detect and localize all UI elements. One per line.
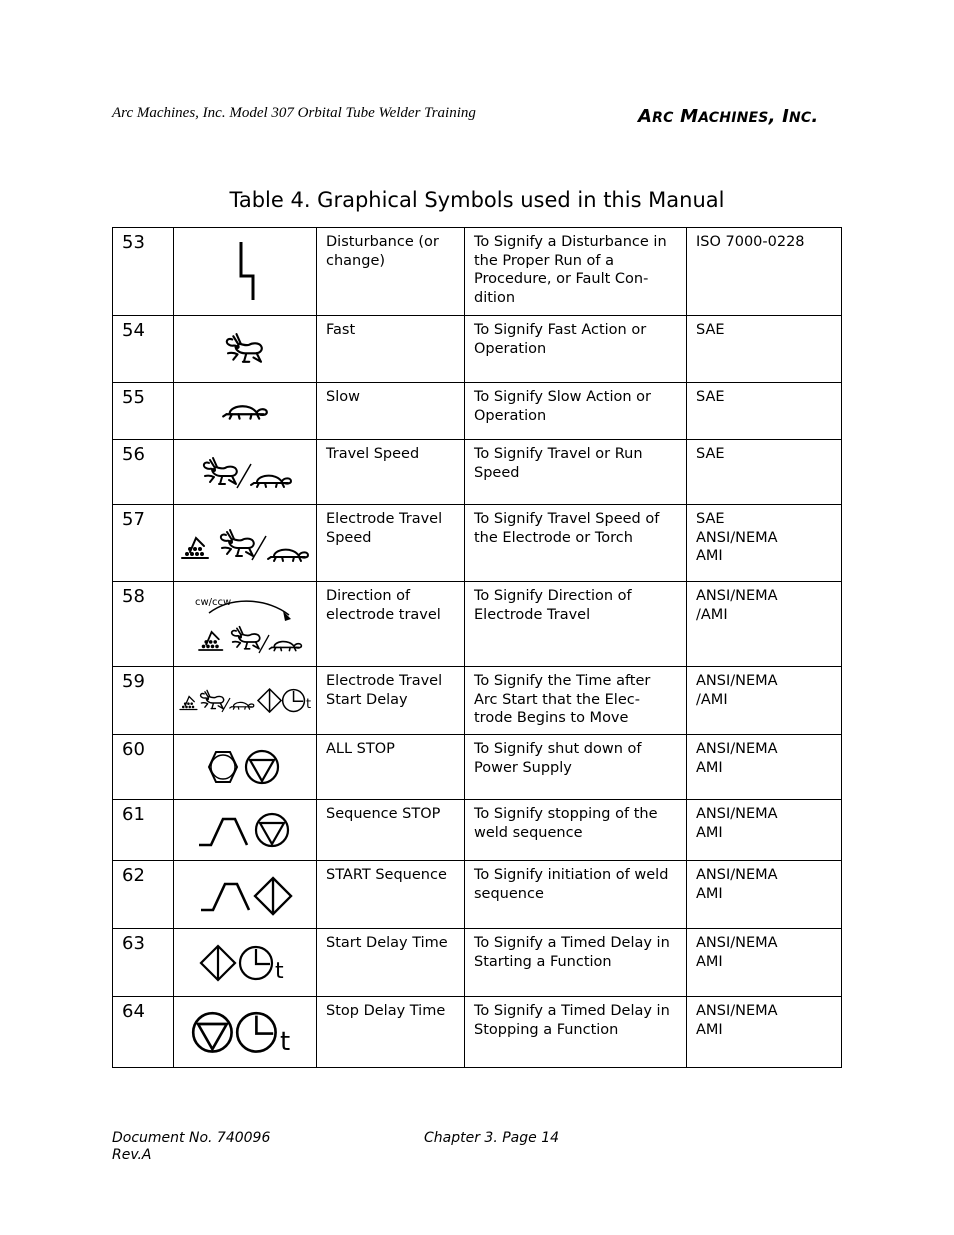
symbol-cell [174, 800, 317, 861]
symbol-name: ALL STOP [317, 735, 465, 800]
symbol-name: Direction of electrode travel [317, 582, 465, 667]
symbol-standard: SAE [687, 383, 842, 440]
symbol-meaning: To Signify stopping of the weld sequence [465, 800, 687, 861]
symbol-cell [174, 582, 317, 667]
revision-text: Rev.A [112, 1147, 152, 1163]
symbol-name: Disturbance (or change) [317, 228, 465, 316]
symbol-meaning: To Signify Direction of Electrode Travel [465, 582, 687, 667]
symbol-standard: SAE [687, 316, 842, 383]
row-number: 58 [113, 582, 174, 667]
symbol-cell [174, 440, 317, 505]
symbol-standard: SAE [687, 440, 842, 505]
symbols-table [112, 227, 842, 1068]
sequence-stop-icon [174, 811, 316, 849]
symbol-label: cw/ccw [195, 597, 232, 608]
symbol-label: t [306, 696, 312, 712]
company-logo: ARC MACHINES, INC. [638, 106, 819, 127]
table-row [113, 228, 842, 316]
row-number: 62 [113, 861, 174, 929]
table-row [113, 997, 842, 1068]
row-number: 63 [113, 929, 174, 997]
table-row [113, 383, 842, 440]
symbol-meaning: To Signify a Timed Delay in Stopping a Function [465, 997, 687, 1068]
symbol-name: Electrode Travel Speed [317, 505, 465, 582]
electrode-start-delay-icon [174, 684, 316, 718]
all-stop-icon [174, 747, 316, 787]
row-number: 57 [113, 505, 174, 582]
symbol-label: t [280, 1027, 291, 1056]
table-row [113, 316, 842, 383]
symbol-cell [174, 505, 317, 582]
symbol-cell [174, 929, 317, 997]
disturbance-icon [174, 240, 316, 304]
symbol-meaning: To Signify Slow Action or Operation [465, 383, 687, 440]
symbol-meaning: To Signify shut down of Power Supply [465, 735, 687, 800]
symbol-cell [174, 228, 317, 316]
row-number: 55 [113, 383, 174, 440]
symbol-name: Stop Delay Time [317, 997, 465, 1068]
symbol-cell [174, 735, 317, 800]
table-row [113, 440, 842, 505]
symbol-cell [174, 861, 317, 929]
symbol-cell [174, 997, 317, 1068]
symbol-label: t [275, 958, 284, 984]
symbol-cell [174, 383, 317, 440]
symbol-standard: SAE ANSI/NEMA AMI [687, 505, 842, 582]
symbol-cell [174, 316, 317, 383]
page-number: Chapter 3. Page 14 [424, 1130, 560, 1146]
rabbit-icon [174, 332, 316, 366]
row-number: 59 [113, 667, 174, 735]
row-number: 53 [113, 228, 174, 316]
row-number: 56 [113, 440, 174, 505]
start-sequence-icon [174, 874, 316, 916]
symbol-name: Travel Speed [317, 440, 465, 505]
table-title: Table 4. Graphical Symbols used in this Manual [229, 188, 725, 212]
table-row [113, 800, 842, 861]
symbol-standard: ANSI/NEMA /AMI [687, 582, 842, 667]
electrode-travel-speed-icon [174, 522, 316, 564]
symbol-standard: ISO 7000-0228 [687, 228, 842, 316]
document-number-text: Document No. 740096 [112, 1130, 271, 1146]
symbol-meaning: To Signify the Time after Arc Start that the Elec-trode Begins to Move [465, 667, 687, 735]
start-delay-time-icon [174, 942, 316, 984]
symbol-standard: ANSI/NEMA /AMI [687, 667, 842, 735]
table-row [113, 929, 842, 997]
table-row [113, 582, 842, 667]
symbol-name: Sequence STOP [317, 800, 465, 861]
table-row [113, 861, 842, 929]
symbol-meaning: To Signify Travel or Run Speed [465, 440, 687, 505]
turtle-icon [174, 400, 316, 422]
row-number: 61 [113, 800, 174, 861]
symbol-standard: ANSI/NEMA AMI [687, 735, 842, 800]
symbol-name: Slow [317, 383, 465, 440]
symbol-standard: ANSI/NEMA AMI [687, 997, 842, 1068]
symbol-meaning: To Signify a Timed Delay in Starting a Function [465, 929, 687, 997]
symbol-cell [174, 667, 317, 735]
rabbit-turtle-icon [174, 452, 316, 492]
symbol-name: Electrode Travel Start Delay [317, 667, 465, 735]
table-row [113, 667, 842, 735]
table-row [113, 505, 842, 582]
electrode-direction-icon [174, 591, 316, 657]
row-number: 60 [113, 735, 174, 800]
header-title: Arc Machines, Inc. Model 307 Orbital Tube Welder Training [112, 105, 476, 121]
symbol-standard: ANSI/NEMA AMI [687, 800, 842, 861]
symbol-standard: ANSI/NEMA AMI [687, 861, 842, 929]
row-number: 54 [113, 316, 174, 383]
symbol-meaning: To Signify a Disturbance in the Proper Run of a Procedure, or Fault Con-dition [465, 228, 687, 316]
row-number: 64 [113, 997, 174, 1068]
symbol-name: START Sequence [317, 861, 465, 929]
document-number [112, 1130, 270, 1164]
table-row [113, 735, 842, 800]
symbol-meaning: To Signify Travel Speed of the Electrode or Torch [465, 505, 687, 582]
symbol-meaning: To Signify Fast Action or Operation [465, 316, 687, 383]
symbol-name: Fast [317, 316, 465, 383]
symbol-standard: ANSI/NEMA AMI [687, 929, 842, 997]
symbol-meaning: To Signify initiation of weld sequence [465, 861, 687, 929]
symbol-name: Start Delay Time [317, 929, 465, 997]
stop-delay-time-icon [174, 1008, 316, 1056]
